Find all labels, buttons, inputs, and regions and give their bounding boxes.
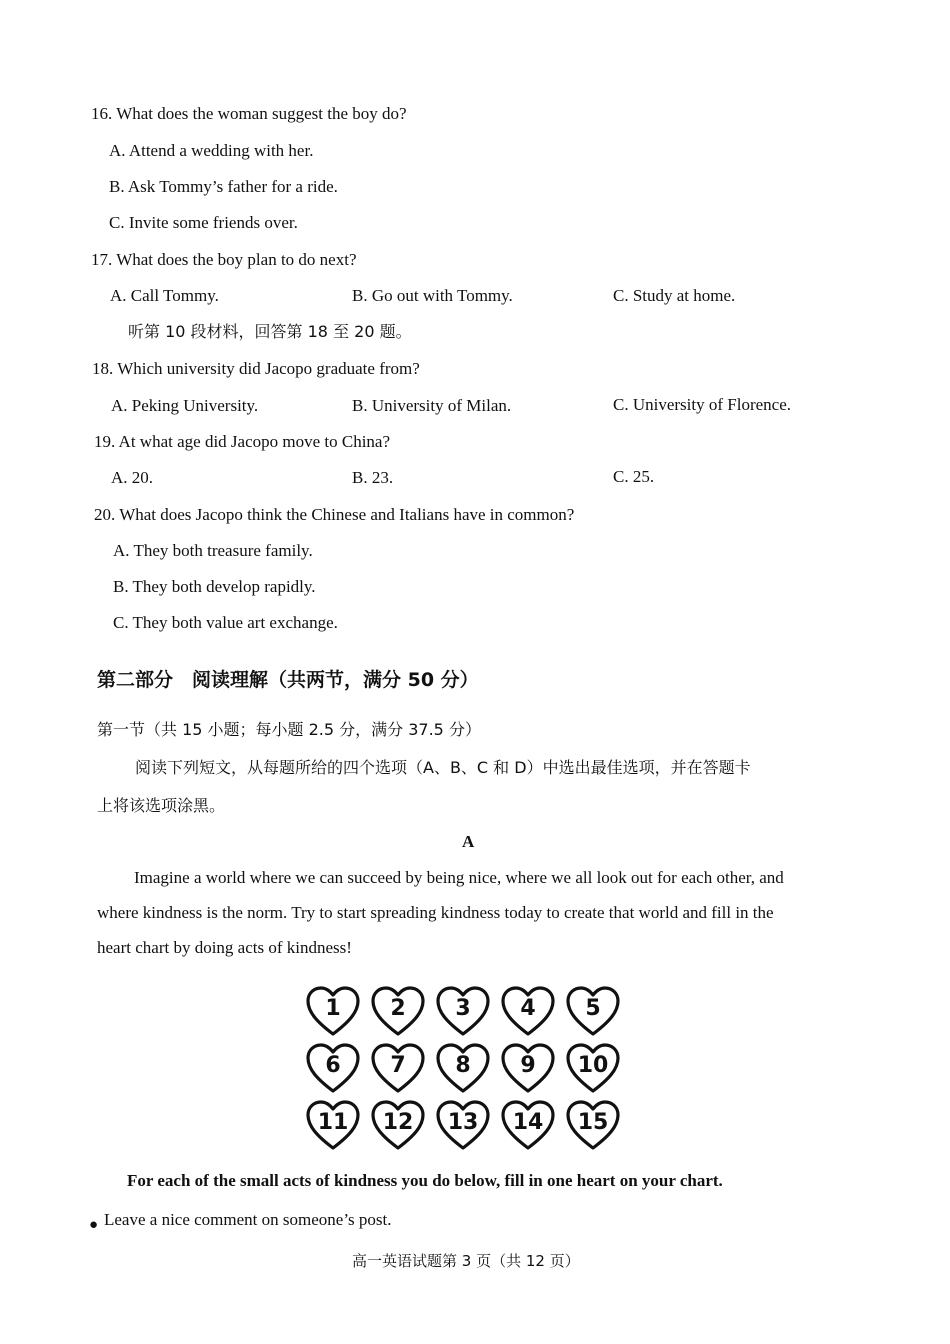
heart-number: 10: [577, 1053, 609, 1078]
q16-option-b: B. Ask Tommy’s father for a ride.: [109, 177, 338, 196]
part2-title: 第二部分 阅读理解（共两节，满分 50 分）: [97, 669, 479, 691]
heart-icon-7: [370, 1043, 426, 1095]
q16-stem: 16. What does the woman suggest the boy do?: [91, 104, 407, 123]
q17-option-c: C. Study at home.: [613, 286, 736, 305]
page-footer: 高一英语试题第 3 页（共 12 页）: [352, 1252, 580, 1270]
heart-number: 4: [520, 996, 536, 1021]
chart-caption: For each of the small acts of kindness you do below, fill in one heart on your chart.: [127, 1171, 723, 1190]
q18-option-a: A. Peking University.: [111, 396, 259, 415]
heart-number: 14: [512, 1110, 544, 1135]
section1-heading: 第一节（共 15 小题；每小题 2.5 分，满分 37.5 分）: [97, 720, 481, 739]
heart-icon-5: [565, 986, 621, 1038]
listening-instruction: 听第 10 段材料，回答第 18 至 20 题。: [128, 322, 412, 341]
heart-number: 12: [382, 1110, 414, 1135]
heart-number: 1: [325, 996, 341, 1021]
heart-number: 9: [520, 1053, 536, 1078]
heart-chart: [305, 986, 631, 1152]
q16-option-a: A. Attend a wedding with her.: [109, 141, 314, 160]
heart-icon-12: [370, 1100, 426, 1152]
q20-option-b: B. They both develop rapidly.: [113, 577, 316, 596]
heart-icon-9: [500, 1043, 556, 1095]
q19-option-c: C. 25.: [613, 467, 655, 486]
heart-icon-1: [305, 986, 361, 1038]
heart-icon-3: [435, 986, 491, 1038]
q18-option-c: C. University of Florence.: [613, 395, 791, 414]
passage-line-3: heart chart by doing acts of kindness!: [97, 938, 352, 957]
heart-number: 2: [390, 996, 406, 1021]
heart-number: 3: [455, 996, 471, 1021]
q20-stem: 20. What does Jacopo think the Chinese and Italians have in common?: [94, 505, 575, 524]
bullet-icon: ●: [89, 1217, 99, 1233]
heart-number: 8: [455, 1053, 471, 1078]
q17-option-b: B. Go out with Tommy.: [352, 286, 513, 305]
q16-option-c: C. Invite some friends over.: [109, 213, 298, 232]
passage-line-1: Imagine a world where we can succeed by being nice, where we all look out for each other, and: [134, 868, 784, 887]
passage-line-2: where kindness is the norm. Try to start spreading kindness today to create that world and fill in the: [97, 903, 774, 922]
heart-icon-14: [500, 1100, 556, 1152]
passage-label: A: [462, 832, 475, 851]
q20-option-c: C. They both value art exchange.: [113, 613, 338, 632]
heart-icon-15: [565, 1100, 621, 1152]
q18-stem: 18. Which university did Jacopo graduate from?: [92, 359, 420, 378]
q17-stem: 17. What does the boy plan to do next?: [91, 250, 357, 269]
heart-number: 5: [585, 996, 601, 1021]
heart-number: 15: [577, 1110, 609, 1135]
heart-icon-2: [370, 986, 426, 1038]
heart-number: 6: [325, 1053, 341, 1078]
q19-stem: 19. At what age did Jacopo move to China?: [94, 432, 391, 451]
q19-option-a: A. 20.: [111, 468, 154, 487]
heart-icon-6: [305, 1043, 361, 1095]
heart-number: 11: [317, 1110, 349, 1135]
q18-option-b: B. University of Milan.: [352, 396, 512, 415]
reading-instruction-line2: 上将该选项涂黑。: [97, 796, 226, 815]
kindness-act-item: Leave a nice comment on someone’s post.: [104, 1210, 392, 1229]
reading-instruction-line1: 阅读下列短文，从每题所给的四个选项（A、B、C 和 D）中选出最佳选项，并在答题卡: [135, 758, 751, 777]
q17-option-a: A. Call Tommy.: [110, 286, 219, 305]
q19-option-b: B. 23.: [352, 468, 394, 487]
q20-option-a: A. They both treasure family.: [113, 541, 313, 560]
heart-number: 13: [447, 1110, 479, 1135]
heart-icon-4: [500, 986, 556, 1038]
heart-icon-13: [435, 1100, 491, 1152]
heart-icon-10: [565, 1043, 621, 1095]
heart-icon-8: [435, 1043, 491, 1095]
heart-number: 7: [390, 1053, 406, 1078]
heart-icon-11: [305, 1100, 361, 1152]
